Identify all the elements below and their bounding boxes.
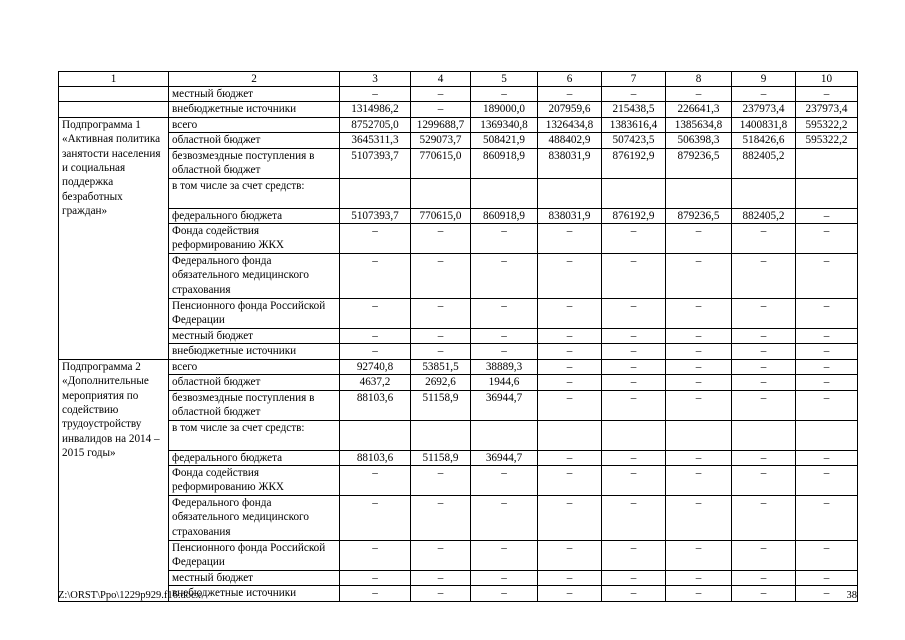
value-cell — [340, 420, 411, 450]
value-cell: – — [666, 390, 732, 420]
value-cell: – — [538, 344, 602, 359]
value-cell: – — [471, 299, 538, 329]
value-cell: – — [602, 450, 666, 465]
value-cell: – — [471, 571, 538, 586]
value-cell: – — [796, 466, 858, 496]
header-cell: 6 — [538, 72, 602, 87]
funding-source: внебюджетные источники — [169, 344, 340, 359]
value-cell: – — [411, 224, 471, 254]
value-cell: – — [471, 541, 538, 571]
table-body — [59, 72, 858, 602]
value-cell: 876192,9 — [602, 208, 666, 223]
value-cell: 51158,9 — [411, 450, 471, 465]
table-row — [59, 178, 858, 208]
funding-source: внебюджетные источники — [169, 586, 340, 601]
value-cell: 36944,7 — [471, 450, 538, 465]
header-cell: 2 — [169, 72, 340, 87]
value-cell: – — [666, 466, 732, 496]
value-cell: 838031,9 — [538, 148, 602, 178]
value-cell: 38889,3 — [471, 359, 538, 374]
value-cell: 879236,5 — [666, 148, 732, 178]
value-cell: – — [732, 571, 796, 586]
value-cell: – — [796, 254, 858, 299]
value-cell: – — [602, 586, 666, 601]
table-row — [59, 466, 858, 496]
value-cell: – — [666, 359, 732, 374]
value-cell: – — [471, 496, 538, 541]
table-row — [59, 208, 858, 223]
value-cell: 860918,9 — [471, 208, 538, 223]
funding-source: Пенсионного фонда Российской Федерации — [169, 541, 340, 571]
value-cell: – — [602, 466, 666, 496]
value-cell: – — [666, 299, 732, 329]
value-cell: – — [411, 586, 471, 601]
table-row — [59, 87, 858, 102]
value-cell: – — [666, 450, 732, 465]
header-cell: 7 — [602, 72, 666, 87]
funding-source: Пенсионного фонда Российской Федерации — [169, 299, 340, 329]
funding-source: безвозмездные поступления в областной бюджет — [169, 148, 340, 178]
header-cell: 1 — [59, 72, 169, 87]
value-cell: – — [471, 329, 538, 344]
header-cell: 3 — [340, 72, 411, 87]
funding-source: местный бюджет — [169, 571, 340, 586]
value-cell: – — [666, 344, 732, 359]
value-cell: – — [602, 254, 666, 299]
value-cell: – — [538, 329, 602, 344]
value-cell: 879236,5 — [666, 208, 732, 223]
budget-table — [58, 71, 858, 602]
value-cell: 882405,2 — [732, 148, 796, 178]
value-cell: – — [602, 571, 666, 586]
value-cell: – — [411, 466, 471, 496]
value-cell: 53851,5 — [411, 359, 471, 374]
value-cell: – — [471, 254, 538, 299]
header-cell: 8 — [666, 72, 732, 87]
funding-source: безвозмездные поступления в областной бюджет — [169, 390, 340, 420]
value-cell: – — [666, 541, 732, 571]
value-cell: – — [411, 496, 471, 541]
program-title: Подпрограмма 2 «Дополнительные мероприятия по содействию трудоустройству инвалидов на 2014 – 2015 годы» — [59, 359, 169, 601]
value-cell: – — [340, 224, 411, 254]
value-cell — [796, 148, 858, 178]
funding-source: в том числе за счет средств: — [169, 178, 340, 208]
value-cell: 508421,9 — [471, 133, 538, 148]
value-cell — [538, 178, 602, 208]
header-cell: 9 — [732, 72, 796, 87]
table-row — [59, 496, 858, 541]
value-cell: 88103,6 — [340, 390, 411, 420]
value-cell: 215438,5 — [602, 102, 666, 117]
value-cell: – — [796, 329, 858, 344]
value-cell: – — [732, 254, 796, 299]
value-cell: 36944,7 — [471, 390, 538, 420]
value-cell — [471, 178, 538, 208]
value-cell: – — [732, 466, 796, 496]
table-row — [59, 224, 858, 254]
value-cell: 4637,2 — [340, 375, 411, 390]
funding-source: Федерального фонда обязательного медицинского страхования — [169, 254, 340, 299]
table-row — [59, 133, 858, 148]
value-cell: – — [538, 87, 602, 102]
value-cell: – — [732, 299, 796, 329]
value-cell: 838031,9 — [538, 208, 602, 223]
value-cell: – — [732, 496, 796, 541]
value-cell: – — [340, 329, 411, 344]
value-cell: 1314986,2 — [340, 102, 411, 117]
value-cell — [411, 420, 471, 450]
value-cell: 1369340,8 — [471, 117, 538, 132]
value-cell: – — [602, 390, 666, 420]
value-cell: – — [411, 87, 471, 102]
value-cell: – — [732, 344, 796, 359]
funding-source: всего — [169, 359, 340, 374]
table-row — [59, 375, 858, 390]
value-cell: 207959,6 — [538, 102, 602, 117]
value-cell: – — [732, 87, 796, 102]
value-cell: – — [471, 586, 538, 601]
value-cell: 506398,3 — [666, 133, 732, 148]
funding-source: местный бюджет — [169, 87, 340, 102]
value-cell: – — [666, 571, 732, 586]
value-cell: 51158,9 — [411, 390, 471, 420]
value-cell: – — [602, 224, 666, 254]
value-cell: – — [796, 390, 858, 420]
value-cell — [666, 178, 732, 208]
value-cell: 92740,8 — [340, 359, 411, 374]
value-cell: – — [602, 375, 666, 390]
value-cell: – — [666, 375, 732, 390]
table-row — [59, 102, 858, 117]
value-cell: 876192,9 — [602, 148, 666, 178]
value-cell: – — [340, 87, 411, 102]
value-cell: 1299688,7 — [411, 117, 471, 132]
value-cell: – — [471, 466, 538, 496]
value-cell — [538, 420, 602, 450]
value-cell: – — [732, 224, 796, 254]
value-cell: 860918,9 — [471, 148, 538, 178]
value-cell: 237973,4 — [796, 102, 858, 117]
value-cell: – — [796, 359, 858, 374]
table-row — [59, 329, 858, 344]
value-cell: 518426,6 — [732, 133, 796, 148]
table-row — [59, 420, 858, 450]
value-cell: 529073,7 — [411, 133, 471, 148]
table-row — [59, 117, 858, 132]
value-cell: – — [796, 344, 858, 359]
value-cell: 189000,0 — [471, 102, 538, 117]
value-cell: 88103,6 — [340, 450, 411, 465]
value-cell: – — [340, 496, 411, 541]
value-cell: 770615,0 — [411, 148, 471, 178]
value-cell: – — [340, 344, 411, 359]
header-cell: 10 — [796, 72, 858, 87]
value-cell: 770615,0 — [411, 208, 471, 223]
footer-file-path: Z:\ORST\Ppo\1229p929.f16.docx — [58, 590, 201, 601]
value-cell: – — [796, 571, 858, 586]
value-cell — [796, 420, 858, 450]
value-cell: – — [538, 466, 602, 496]
value-cell: – — [796, 586, 858, 601]
value-cell — [602, 178, 666, 208]
header-row — [59, 72, 858, 87]
funding-source: федерального бюджета — [169, 208, 340, 223]
value-cell: – — [340, 299, 411, 329]
value-cell — [732, 420, 796, 450]
value-cell: – — [602, 299, 666, 329]
value-cell — [340, 178, 411, 208]
value-cell — [796, 178, 858, 208]
value-cell: – — [666, 329, 732, 344]
value-cell: – — [340, 254, 411, 299]
value-cell: – — [602, 359, 666, 374]
table-row — [59, 450, 858, 465]
table-row — [59, 148, 858, 178]
value-cell: – — [411, 254, 471, 299]
value-cell — [666, 420, 732, 450]
value-cell: – — [602, 496, 666, 541]
value-cell: – — [538, 586, 602, 601]
table-row — [59, 254, 858, 299]
value-cell — [411, 178, 471, 208]
value-cell: 1326434,8 — [538, 117, 602, 132]
value-cell: – — [732, 375, 796, 390]
value-cell: – — [732, 541, 796, 571]
value-cell: – — [732, 359, 796, 374]
table-row — [59, 344, 858, 359]
value-cell — [602, 420, 666, 450]
value-cell: 1944,6 — [471, 375, 538, 390]
value-cell: – — [796, 224, 858, 254]
funding-source: Фонда содействия реформированию ЖКХ — [169, 466, 340, 496]
value-cell: – — [538, 224, 602, 254]
funding-source: внебюджетные источники — [169, 102, 340, 117]
value-cell: 882405,2 — [732, 208, 796, 223]
value-cell: – — [411, 541, 471, 571]
value-cell: – — [602, 541, 666, 571]
value-cell: 8752705,0 — [340, 117, 411, 132]
table-row — [59, 299, 858, 329]
value-cell: 488402,9 — [538, 133, 602, 148]
value-cell — [732, 178, 796, 208]
value-cell: – — [796, 496, 858, 541]
value-cell: 1383616,4 — [602, 117, 666, 132]
value-cell: – — [796, 541, 858, 571]
value-cell: 595322,2 — [796, 117, 858, 132]
value-cell: – — [471, 344, 538, 359]
value-cell: – — [538, 254, 602, 299]
value-cell: – — [602, 344, 666, 359]
value-cell: – — [796, 450, 858, 465]
value-cell: – — [732, 390, 796, 420]
value-cell: – — [411, 571, 471, 586]
value-cell: – — [538, 541, 602, 571]
value-cell: – — [471, 87, 538, 102]
value-cell: 226641,3 — [666, 102, 732, 117]
value-cell: – — [538, 359, 602, 374]
footer-page-number: 38 — [846, 590, 857, 601]
funding-source: Федерального фонда обязательного медицинского страхования — [169, 496, 340, 541]
value-cell: 5107393,7 — [340, 208, 411, 223]
value-cell: – — [411, 344, 471, 359]
empty-cell — [59, 102, 169, 117]
value-cell: – — [796, 375, 858, 390]
table-row — [59, 541, 858, 571]
value-cell: – — [666, 254, 732, 299]
table-row — [59, 571, 858, 586]
funding-source: областной бюджет — [169, 375, 340, 390]
value-cell: 507423,5 — [602, 133, 666, 148]
value-cell: 237973,4 — [732, 102, 796, 117]
header-cell: 5 — [471, 72, 538, 87]
value-cell: – — [666, 224, 732, 254]
value-cell: 1400831,8 — [732, 117, 796, 132]
value-cell: – — [538, 299, 602, 329]
value-cell — [471, 420, 538, 450]
value-cell: – — [666, 87, 732, 102]
value-cell: – — [471, 224, 538, 254]
value-cell: – — [732, 450, 796, 465]
funding-source: областной бюджет — [169, 133, 340, 148]
value-cell: – — [538, 390, 602, 420]
value-cell: 5107393,7 — [340, 148, 411, 178]
funding-source: федерального бюджета — [169, 450, 340, 465]
value-cell: – — [538, 450, 602, 465]
value-cell: – — [602, 87, 666, 102]
value-cell: – — [796, 208, 858, 223]
value-cell: – — [411, 299, 471, 329]
funding-source: всего — [169, 117, 340, 132]
value-cell: 595322,2 — [796, 133, 858, 148]
value-cell: – — [732, 329, 796, 344]
value-cell: – — [796, 87, 858, 102]
value-cell: – — [538, 496, 602, 541]
value-cell: 3645311,3 — [340, 133, 411, 148]
program-title: Подпрограмма 1 «Активная политика занятости населения и социальная поддержка безработных граждан» — [59, 117, 169, 359]
value-cell: – — [340, 586, 411, 601]
value-cell: 2692,6 — [411, 375, 471, 390]
value-cell: – — [538, 571, 602, 586]
value-cell: – — [411, 329, 471, 344]
value-cell: – — [340, 541, 411, 571]
funding-source: Фонда содействия реформированию ЖКХ — [169, 224, 340, 254]
value-cell: – — [602, 329, 666, 344]
empty-cell — [59, 87, 169, 102]
value-cell: – — [666, 496, 732, 541]
value-cell: – — [666, 586, 732, 601]
funding-source: в том числе за счет средств: — [169, 420, 340, 450]
value-cell: 1385634,8 — [666, 117, 732, 132]
table-row — [59, 390, 858, 420]
value-cell: – — [411, 102, 471, 117]
value-cell: – — [340, 571, 411, 586]
value-cell: – — [732, 586, 796, 601]
value-cell: – — [796, 299, 858, 329]
funding-source: местный бюджет — [169, 329, 340, 344]
value-cell: – — [340, 466, 411, 496]
table-row — [59, 359, 858, 374]
value-cell: – — [538, 375, 602, 390]
header-cell: 4 — [411, 72, 471, 87]
